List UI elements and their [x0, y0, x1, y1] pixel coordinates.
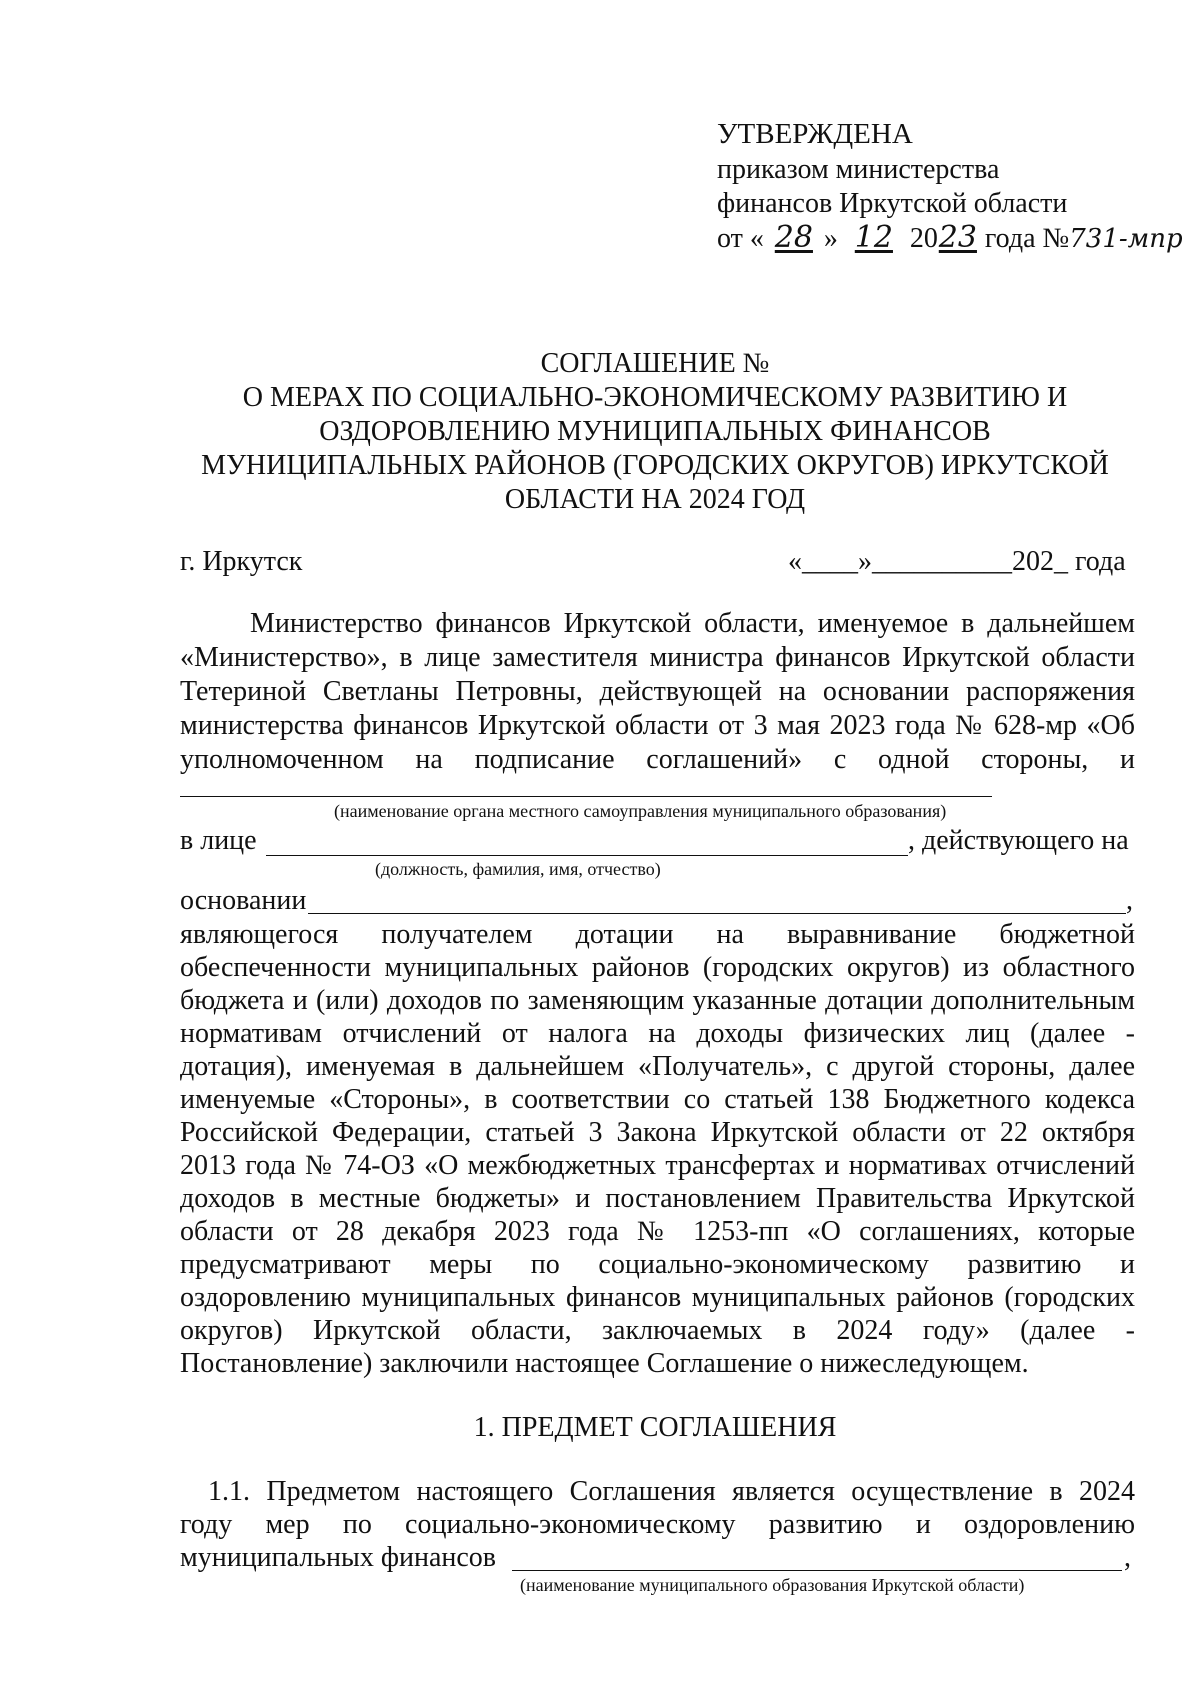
title-line-1: СОГЛАШЕНИЕ № — [540, 348, 770, 379]
handwritten-number: 731-мпр — [1069, 224, 1183, 254]
intro-line: «Министерство», в лице заместителя министра финансов Иркутской области — [180, 642, 1135, 673]
hint-org-name: (наименование органа местного самоуправления муниципального образования) — [334, 801, 947, 821]
hint-municipality: (наименование муниципального образования Иркутской области) — [520, 1575, 1025, 1595]
number-prefix: года № — [984, 223, 1070, 254]
body-line: 2013 года № 74-ОЗ «О межбюджетных трансфертах и нормативах отчислений — [180, 1150, 1135, 1181]
date-prefix: от « — [717, 223, 764, 254]
place: г. Иркутск — [180, 546, 303, 577]
approval-line-1: приказом министерства — [717, 154, 1000, 185]
handwritten-day: 28 — [774, 220, 813, 255]
body-last-line: Постановление) заключили настоящее Соглашение о нижеследующем. — [180, 1348, 1029, 1379]
body-line: Российской Федерации, статьей 3 Закона Иркутской области от 22 октября — [180, 1117, 1135, 1148]
basis-label: основании — [180, 885, 307, 916]
body-line: предусматривают меры по социально-экономическому развитию и — [180, 1249, 1135, 1280]
body-line: являющегося получателем дотации на выравнивание бюджетной — [180, 919, 1135, 950]
body-line: доходов в местные бюджеты» и постановлением Правительства Иркутской — [180, 1183, 1135, 1214]
date-blank: «____»__________202_ года — [788, 546, 1126, 577]
title-line-5: ОБЛАСТИ НА 2024 ГОД — [504, 484, 806, 515]
date-close: » — [823, 223, 838, 254]
title-line-4: МУНИЦИПАЛЬНЫХ РАЙОНОВ (ГОРОДСКИХ ОКРУГОВ) ИРКУТСКОЙ — [201, 450, 1109, 481]
approval-date-line — [717, 221, 1183, 256]
body-line: бюджета и (или) доходов по заменяющим указанные дотации дополнительным — [180, 985, 1135, 1016]
approval-heading: УТВЕРЖДЕНА — [717, 118, 913, 150]
title-line-2: О МЕРАХ ПО СОЦИАЛЬНО-ЭКОНОМИЧЕСКОМУ РАЗВИТИЮ И — [242, 382, 1068, 413]
section-1-heading: 1. ПРЕДМЕТ СОГЛАШЕНИЯ — [473, 1412, 837, 1443]
clause-line: году мер по социально-экономическому развитию и оздоровлению — [180, 1509, 1135, 1540]
clause-line: 1.1. Предметом настоящего Соглашения является осуществление в 2024 — [208, 1476, 1135, 1507]
intro-line: Министерство финансов Иркутской области, именуемое в дальнейшем — [250, 608, 1135, 639]
municipality-blank-line — [512, 1570, 1122, 1571]
body-line: области от 28 декабря 2023 года № 1253-пп «О соглашениях, которые — [180, 1216, 1135, 1247]
body-line: именуемые «Стороны», в соответствии со статьей 138 Бюджетного кодекса — [180, 1084, 1135, 1115]
body-line: округов) Иркутской области, заключаемых в 2024 году» (далее - — [180, 1315, 1135, 1346]
handwritten-year: 23 — [938, 220, 977, 255]
intro-line: министерства финансов Иркутской области от 3 мая 2023 года № 628-мр «Об — [180, 710, 1135, 741]
body-line: обеспеченности муниципальных районов (городских округов) из областного — [180, 952, 1135, 983]
clause-last-label: муниципальных финансов — [180, 1542, 497, 1573]
intro-line: Тетериной Светланы Петровны, действующей на основании распоряжения — [180, 676, 1135, 707]
handwritten-month: 12 — [854, 220, 893, 255]
hint-person: (должность, фамилия, имя, отчество) — [375, 859, 661, 879]
basis-blank-line — [308, 913, 1126, 914]
approval-line-2: финансов Иркутской области — [717, 188, 1068, 219]
body-line: нормативам отчислений от налога на доходы физических лиц (далее - — [180, 1018, 1135, 1049]
acting-on-text: , действующего на — [908, 825, 1129, 856]
clause-comma: , — [1124, 1542, 1131, 1573]
org-name-blank-line — [180, 796, 992, 797]
person-blank-line — [266, 855, 908, 856]
body-line: дотация), именуемая в дальнейшем «Получатель», с другой стороны, далее — [180, 1051, 1135, 1082]
intro-line: уполномоченном на подписание соглашений» с одной стороны, и — [180, 744, 1135, 775]
body-line: оздоровлению муниципальных финансов муниципальных районов (городских — [180, 1282, 1135, 1313]
basis-comma: , — [1126, 885, 1133, 916]
title-line-3: ОЗДОРОВЛЕНИЮ МУНИЦИПАЛЬНЫХ ФИНАНСОВ — [319, 416, 991, 447]
in-person-label: в лице — [180, 825, 257, 856]
year-prefix: 20 — [909, 223, 938, 254]
